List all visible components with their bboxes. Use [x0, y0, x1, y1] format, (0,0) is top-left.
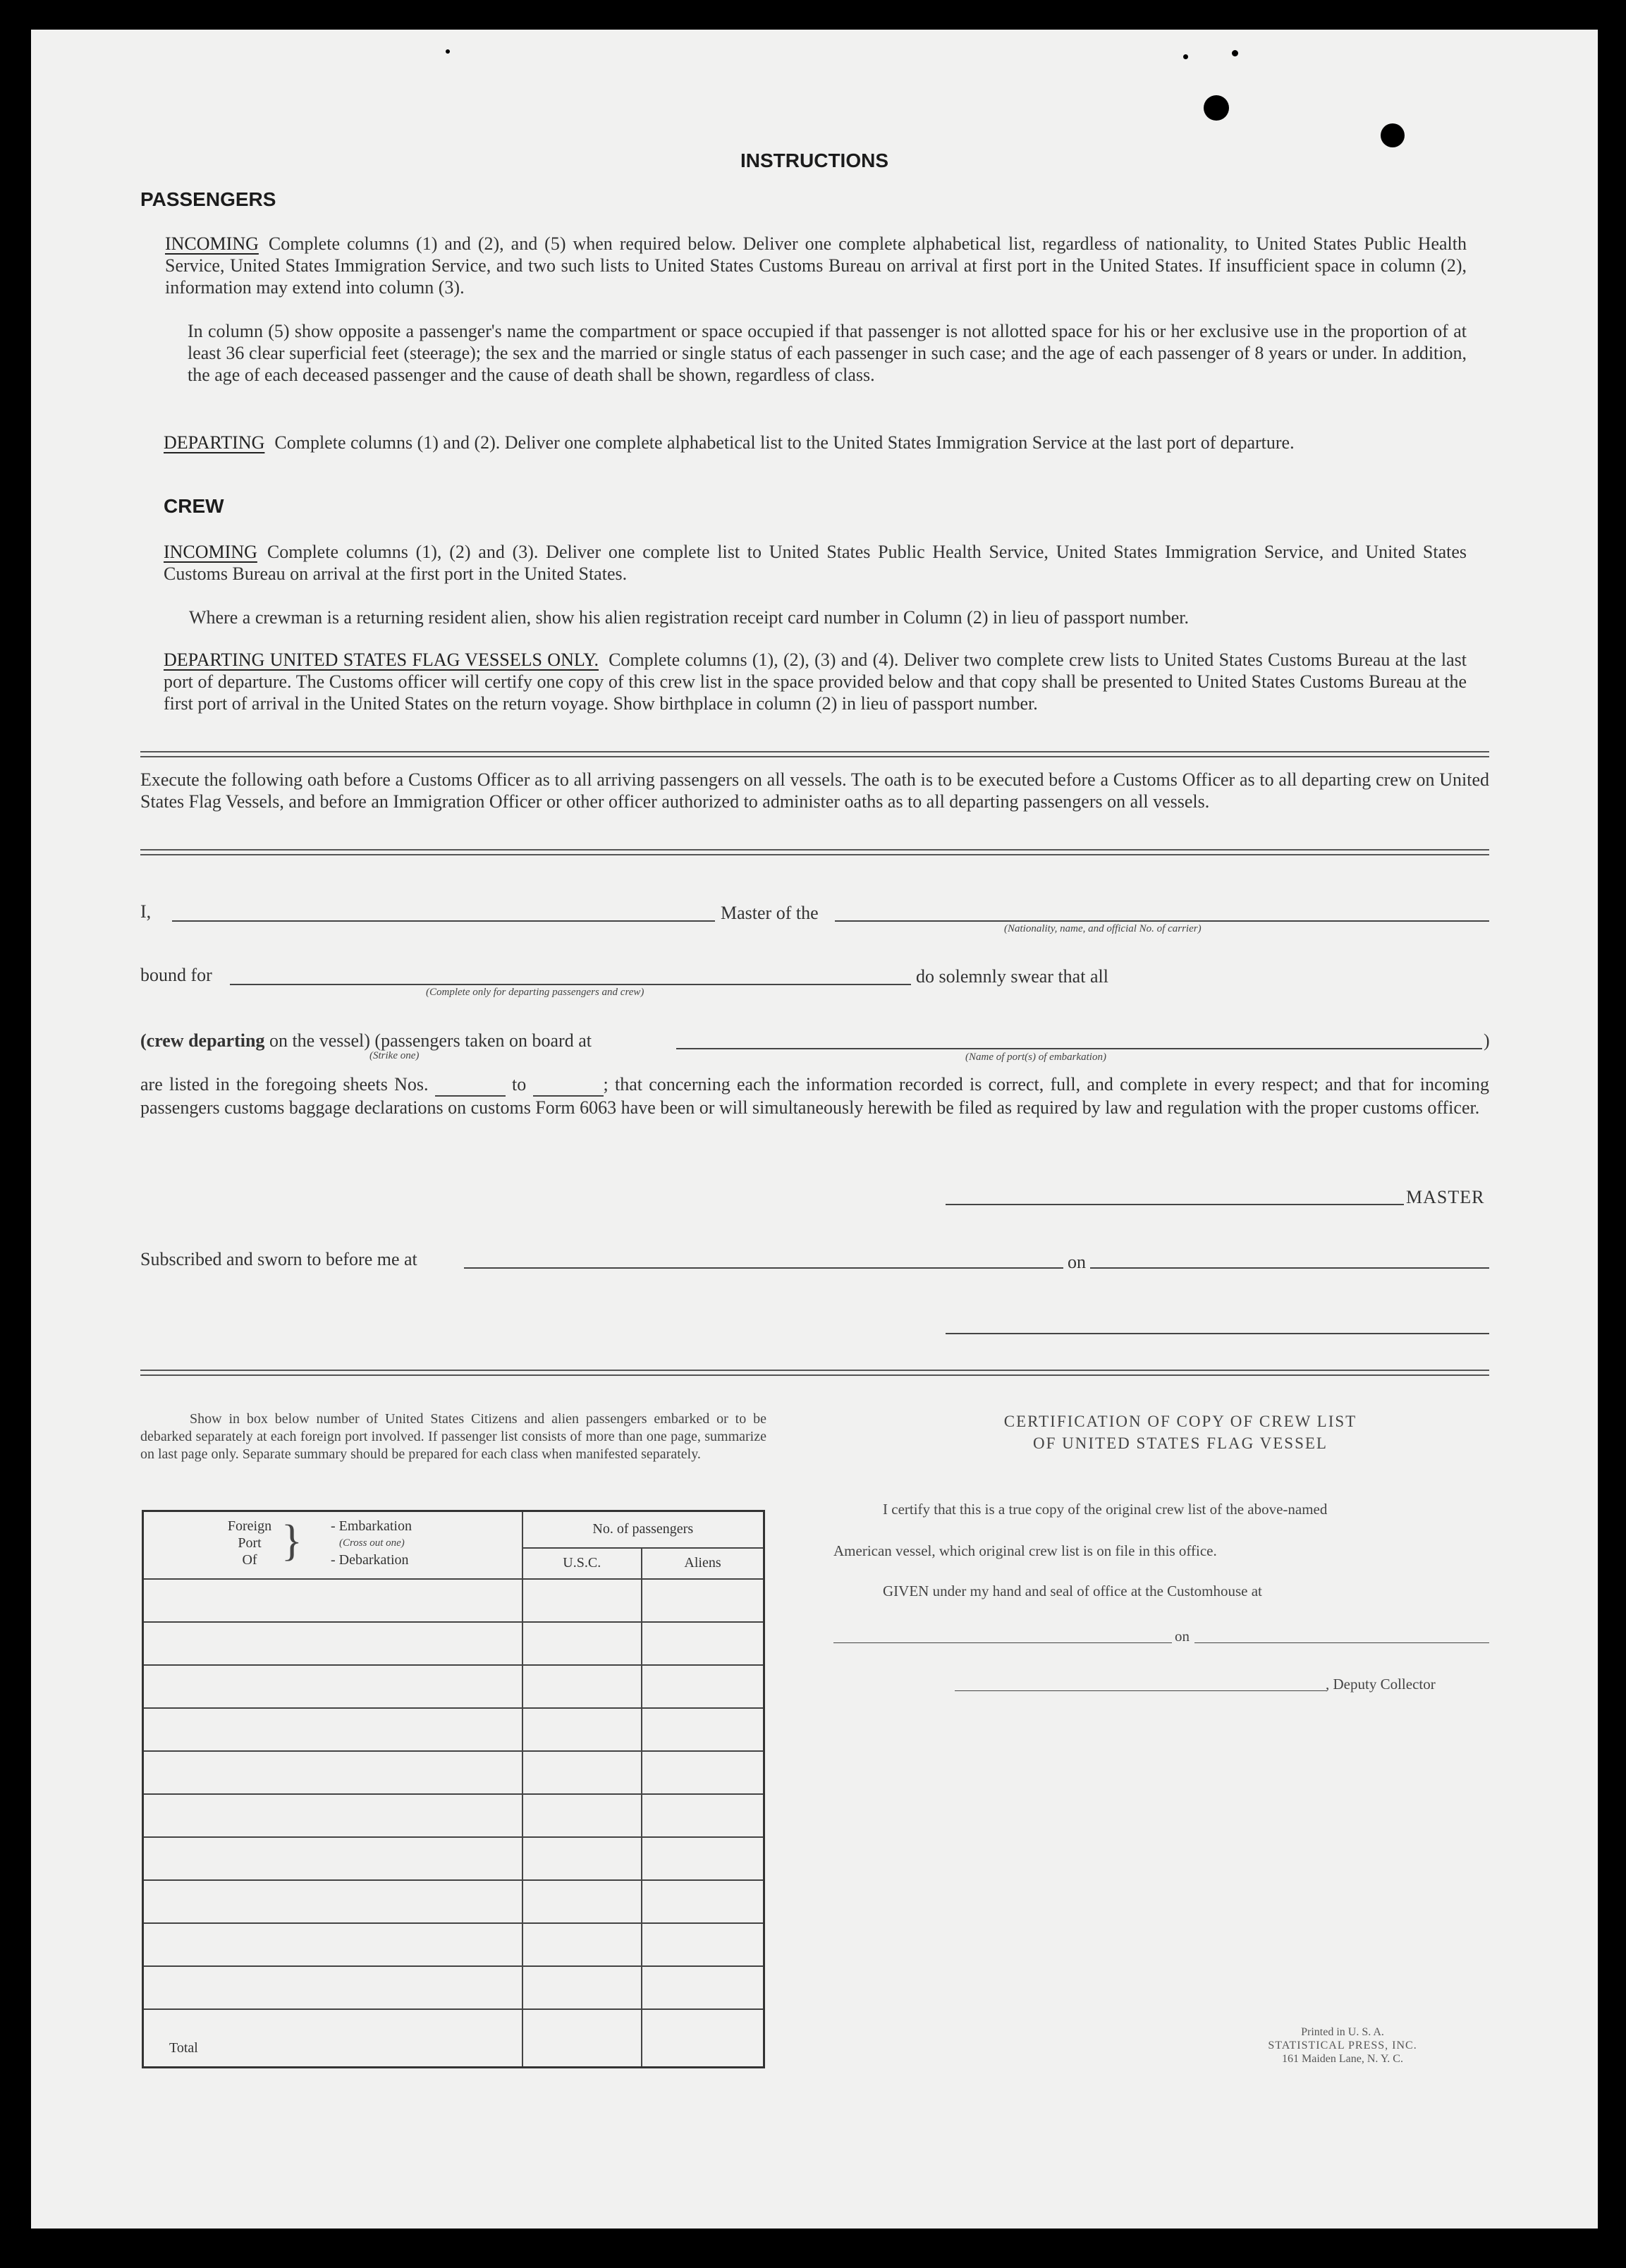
departing-us-flag-label: DEPARTING UNITED STATES FLAG VESSELS ONLY.	[164, 650, 599, 670]
usc-cell[interactable]	[522, 1923, 642, 1966]
passengers-header: No. of passengers	[522, 1511, 764, 1548]
passengers-departing-text: Complete columns (1) and (2). Deliver one complete alphabetical list to the United States Immigration Service at the last port of departure.	[274, 432, 1295, 453]
certification-title-line-2: OF UNITED STATES FLAG VESSEL	[1033, 1434, 1328, 1452]
section-divider	[140, 1370, 1489, 1376]
crew-incoming-label: INCOMING	[164, 542, 257, 562]
deputy-collector-signature-field[interactable]	[955, 1690, 1327, 1691]
sworn-place-field[interactable]	[464, 1267, 1063, 1269]
american-vessel-text: American vessel, which original crew list is on file in this office.	[833, 1542, 1217, 1559]
instructions-title: INSTRUCTIONS	[740, 150, 888, 171]
port-cell[interactable]	[143, 1622, 522, 1665]
printer-imprint	[1230, 2025, 1455, 2066]
certification-title	[863, 1410, 1498, 1454]
passengers-incoming-paragraph	[165, 233, 1467, 298]
usc-cell[interactable]	[522, 1837, 642, 1880]
usc-cell[interactable]	[522, 1708, 642, 1751]
subscribed-label: Subscribed and sworn to before me at	[140, 1249, 417, 1269]
of-label: Of	[242, 1552, 257, 1568]
sheets-text-2: ; that concerning each the information recorded is correct, full, and complete in every respect; and that for incoming passengers customs baggage declarations on customs Form 6063 have been or will simultaneously herewith be filed as required by law and regulation with the proper customs officer.	[140, 1074, 1490, 1118]
passengers-taken-option[interactable]: (passengers taken on board at	[374, 1030, 592, 1051]
total-aliens-cell[interactable]	[642, 2009, 764, 2068]
port-cell[interactable]	[143, 1794, 522, 1837]
printer-line-3: 161 Maiden Lane, N. Y. C.	[1282, 2053, 1403, 2065]
usc-cell[interactable]	[522, 1794, 642, 1837]
sworn-date-field[interactable]	[1090, 1267, 1489, 1269]
sheets-text-1: are listed in the foregoing sheets Nos.	[140, 1074, 429, 1095]
printer-line-1: Printed in U. S. A.	[1301, 2026, 1384, 2038]
foreign-label: Foreign	[227, 1518, 272, 1534]
close-paren: )	[1484, 1030, 1490, 1051]
section-divider	[140, 849, 1489, 855]
aliens-cell[interactable]	[642, 1579, 764, 1622]
port-cell[interactable]	[143, 1837, 522, 1880]
port-cell[interactable]	[143, 1966, 522, 2009]
aliens-cell[interactable]	[642, 1923, 764, 1966]
certify-text: I certify that this is a true copy of the original crew list of the above-named	[883, 1501, 1328, 1518]
summary-note: Show in box below number of United States Citizens and alien passengers embarked or to be debarked separately at each foreign port involved. If passenger list consists of more than one page, summarize on last page only. Separate summary should be prepared for each class when manifested separately.	[140, 1411, 766, 1462]
brace-icon: }	[281, 1517, 302, 1565]
aliens-header: Aliens	[642, 1548, 764, 1579]
usc-cell[interactable]	[522, 1966, 642, 2009]
certification-date-field[interactable]	[1194, 1642, 1489, 1643]
aliens-cell[interactable]	[642, 1880, 764, 1923]
aliens-cell[interactable]	[642, 1751, 764, 1794]
port-cell[interactable]	[143, 1751, 522, 1794]
customhouse-field[interactable]	[833, 1642, 1172, 1643]
crew-incoming-paragraph	[164, 541, 1467, 585]
certification-on-label: on	[1175, 1628, 1190, 1645]
aliens-cell[interactable]	[642, 1708, 764, 1751]
carrier-caption: (Nationality, name, and official No. of carrier)	[1004, 923, 1202, 934]
usc-cell[interactable]	[522, 1579, 642, 1622]
on-the-vessel-label: on the vessel)	[269, 1030, 370, 1051]
master-signature-field[interactable]	[946, 1204, 1404, 1205]
aliens-cell[interactable]	[642, 1837, 764, 1880]
sheets-paragraph	[140, 1073, 1489, 1118]
embarkation-options	[331, 1518, 412, 1568]
passengers-heading: PASSENGERS	[140, 188, 276, 210]
port-cell[interactable]	[143, 1880, 522, 1923]
embarkation-port-field[interactable]	[676, 1048, 1482, 1049]
crew-departing-option[interactable]: (crew departing	[140, 1030, 265, 1051]
crew-departing-paragraph	[164, 649, 1467, 714]
port-label: Port	[238, 1535, 262, 1551]
debarkation-option[interactable]: - Debarkation	[331, 1552, 409, 1568]
usc-cell[interactable]	[522, 1751, 642, 1794]
officer-signature-field[interactable]	[946, 1333, 1489, 1334]
deputy-collector-label: , Deputy Collector	[1326, 1676, 1436, 1693]
passengers-incoming-text: Complete columns (1) and (2), and (5) when required below. Deliver one complete alphabetical list, regardless of nationality, to United States Public Health Service, United States Immigration Service, and two such lists to United States Customs Bureau on arrival at first port in the United States. If insufficient space in column (2), information may extend into column (3).	[165, 233, 1467, 298]
port-cell[interactable]	[143, 1665, 522, 1708]
punch-hole	[1381, 123, 1405, 147]
given-text: GIVEN under my hand and seal of office at the Customhouse at	[883, 1583, 1262, 1599]
sheet-to-field[interactable]	[533, 1073, 604, 1097]
foreign-port-of	[221, 1518, 278, 1568]
aliens-cell[interactable]	[642, 1665, 764, 1708]
port-cell[interactable]	[143, 1708, 522, 1751]
ports-caption: (Name of port(s) of embarkation)	[965, 1051, 1106, 1063]
port-cell[interactable]	[143, 1579, 522, 1622]
cross-out-caption: (Cross out one)	[339, 1537, 405, 1549]
port-cell[interactable]	[143, 1923, 522, 1966]
aliens-cell[interactable]	[642, 1622, 764, 1665]
aliens-cell[interactable]	[642, 1966, 764, 2009]
carrier-field[interactable]	[835, 920, 1489, 922]
speck	[1183, 54, 1188, 59]
crew-resident-paragraph: Where a crewman is a returning resident alien, show his alien registration receipt card number in Column (2) in lieu of passport number.	[189, 607, 1190, 628]
do-solemnly-label: do solemnly swear that all	[916, 966, 1108, 987]
crew-incoming-text: Complete columns (1), (2) and (3). Deliver one complete list to United States Public Health Service, United States Immigration Service, and United States Customs Bureau on arrival at the first port in the United States.	[164, 542, 1467, 584]
oath-instruction: Execute the following oath before a Customs Officer as to all arriving passengers on all vessels. The oath is to be executed before a Customs Officer as to all departing crew on United States Flag Vessels, and before an Immigration Officer or other officer authorized to administer oaths as to all departing passengers on all vessels.	[140, 769, 1489, 812]
usc-header: U.S.C.	[522, 1548, 642, 1579]
aliens-cell[interactable]	[642, 1794, 764, 1837]
master-label: MASTER	[1406, 1187, 1485, 1207]
crew-heading: CREW	[164, 495, 224, 517]
oath-i-label: I,	[140, 901, 152, 922]
certification-title-line-1: CERTIFICATION OF COPY OF CREW LIST	[1003, 1413, 1357, 1430]
bound-for-label: bound for	[140, 965, 212, 985]
bound-for-field[interactable]	[230, 984, 911, 985]
passengers-departing-paragraph	[164, 432, 1467, 453]
section-divider	[140, 751, 1489, 757]
embarkation-option[interactable]: - Embarkation	[331, 1518, 412, 1534]
usc-cell[interactable]	[522, 1622, 642, 1665]
crew-departing-text: Complete columns (1), (2), (3) and (4). Deliver two complete crew lists to United States Customs Bureau at the last port of departure. The Customs officer will certify one copy of this crew list in the space provided below and that copy shall be presented to United States Customs Bureau at the first port of arrival in the United States on the return voyage. Show birthplace in column (2) in lieu of passport number.	[164, 650, 1467, 714]
usc-cell[interactable]	[522, 1880, 642, 1923]
summary-table	[142, 1510, 765, 2068]
document-page	[31, 30, 1598, 2229]
punch-hole	[1204, 95, 1229, 121]
crew-passengers-line	[140, 1030, 592, 1051]
incoming-label: INCOMING	[165, 233, 259, 254]
complete-only-caption: (Complete only for departing passengers and crew)	[426, 987, 644, 998]
speck	[1232, 50, 1238, 56]
total-label-cell	[143, 2009, 522, 2068]
strike-one-caption: (Strike one)	[369, 1050, 420, 1061]
sworn-on-label: on	[1068, 1252, 1086, 1272]
sheet-from-field[interactable]	[435, 1073, 506, 1097]
total-usc-cell[interactable]	[522, 2009, 642, 2068]
printer-line-2: STATISTICAL PRESS, INC.	[1268, 2040, 1417, 2051]
departing-label: DEPARTING	[164, 432, 265, 453]
port-header-cell	[143, 1511, 522, 1579]
master-name-field[interactable]	[172, 920, 715, 922]
master-of-the-label: Master of the	[721, 903, 819, 923]
speck	[446, 49, 450, 54]
total-label: Total	[169, 2040, 198, 2056]
passengers-column5-paragraph: In column (5) show opposite a passenger's name the compartment or space occupied if that passenger is not allotted space for his or her exclusive use in the proportion of at least 36 clear superficial feet (steerage); the sex and the married or single status of each passenger in such case; and the age of each passenger of 8 years or under. In addition, the age of each deceased passenger and the cause of death shall be shown, regardless of class.	[188, 321, 1467, 385]
sheets-to-label: to	[512, 1074, 527, 1095]
usc-cell[interactable]	[522, 1665, 642, 1708]
